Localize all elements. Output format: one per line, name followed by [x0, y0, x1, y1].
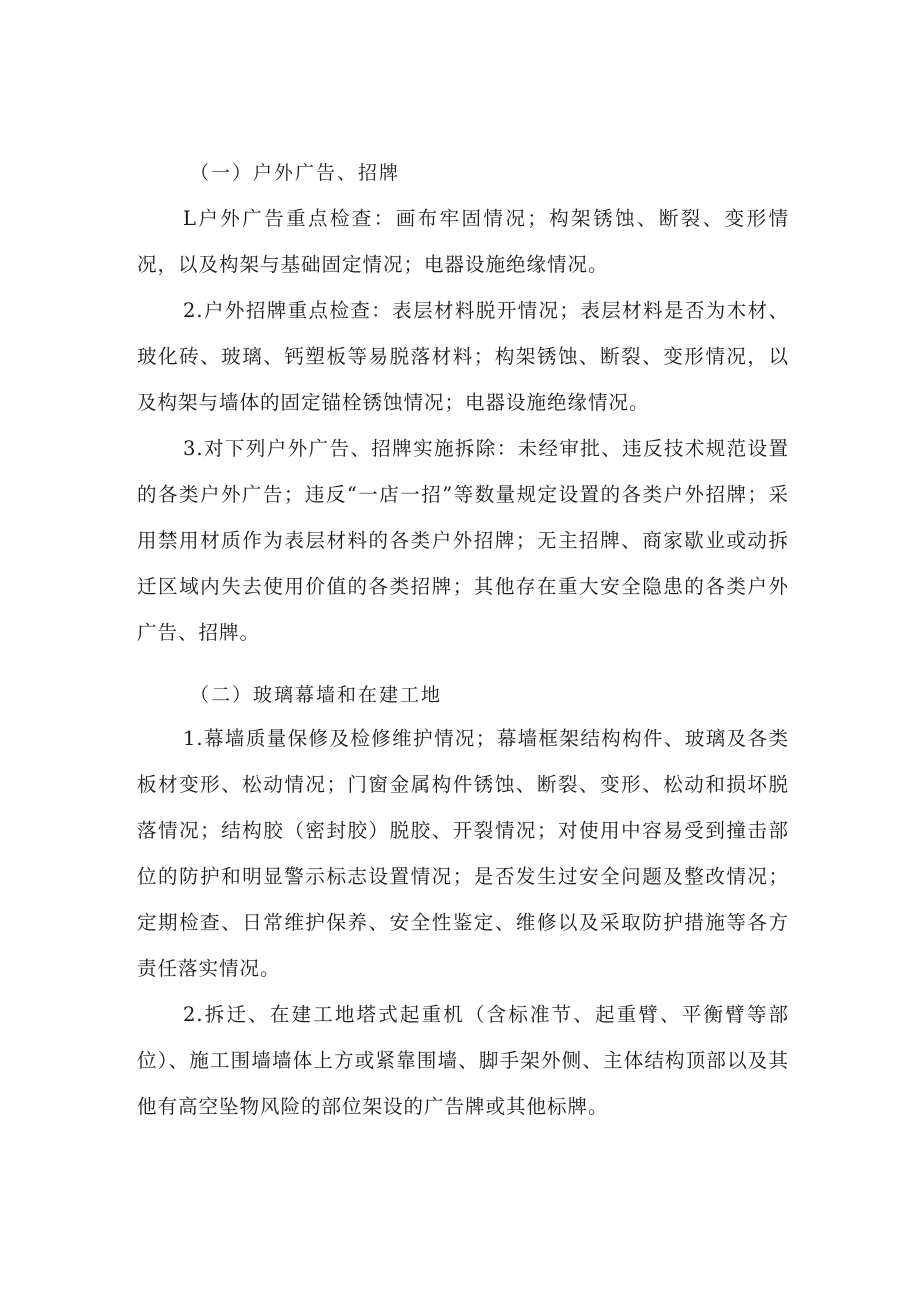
section-heading-outdoor-ads: （一）户外广告、招牌 — [190, 162, 401, 184]
paragraph-outdoor-ads-inspection: L户外广告重点检查：画布牢固情况；构架锈蚀、断裂、变形情况，以及构架与基础固定情况；电器设施绝缘情况。 — [137, 207, 789, 276]
paragraph-construction-site-signs: 2.拆迁、在建工地塔式起重机（含标准节、起重臂、平衡臂等部位）、施工围墙墙体上方或紧靠围墙、脚手架外侧、主体结构顶部以及其他有高空坠物风险的部位架设的广告牌或其他标牌。 — [137, 1003, 789, 1118]
paragraph-outdoor-signs-inspection: 2.户外招牌重点检查：表层材料脱开情况；表层材料是否为木材、玻化砖、玻璃、钙塑板等易脱落材料；构架锈蚀、断裂、变形情况，以及构架与墙体的固定锚栓锈蚀情况；电器设施绝缘情况。 — [137, 299, 789, 414]
paragraph-removal-rules: 3.对下列户外广告、招牌实施拆除：未经审批、违反技术规范设置的各类户外广告；违反“一店一招”等数量规定设置的各类户外招牌；采用禁用材质作为表层材料的各类户外招牌；无主招牌、商家歇业或动拆迁区域内失去使用价值的各类招牌；其他存在重大安全隐患的各类户外广告、招牌。 — [137, 437, 789, 644]
paragraph-curtain-wall-maintenance: 1.幕墙质量保修及检修维护情况；幕墙框架结构构件、玻璃及各类板材变形、松动情况；门窗金属构件锈蚀、断裂、变形、松动和损坏脱落情况；结构胶（密封胶）脱胶、开裂情况；对使用中容易受到撞击部位的防护和明显警示标志设置情况；是否发生过安全问题及整改情况；定期检查、日常维护保养、安全性鉴定、维修以及采取防护措施等各方责任落实情况。 — [137, 727, 789, 980]
section-heading-glass-curtain-wall: （二）玻璃幕墙和在建工地 — [190, 684, 443, 706]
